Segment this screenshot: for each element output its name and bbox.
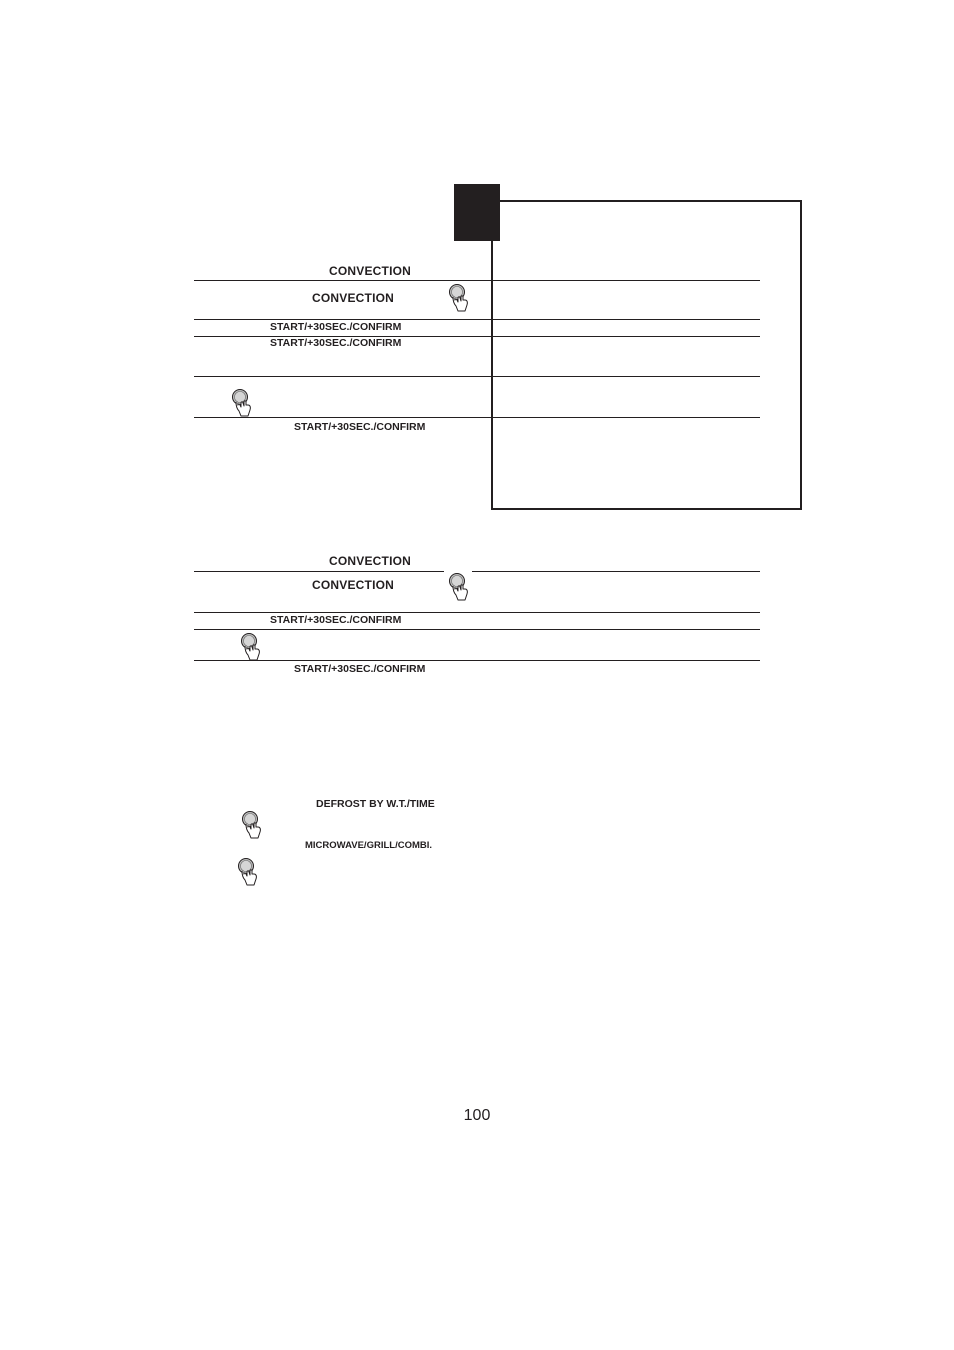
divider	[194, 280, 760, 281]
divider	[194, 319, 760, 320]
divider	[194, 571, 444, 572]
section2-step2-label: START/+30SEC./CONFIRM	[270, 614, 402, 626]
section2-step4-label: START/+30SEC./CONFIRM	[294, 663, 426, 675]
section2-heading: CONVECTION	[329, 554, 412, 568]
divider	[472, 571, 760, 572]
note-box	[491, 200, 802, 510]
page-number: 100	[463, 1107, 491, 1124]
section1-step1-label: CONVECTION	[312, 291, 395, 305]
knob-icon	[448, 283, 470, 313]
knob-icon	[241, 810, 263, 840]
divider	[194, 417, 760, 418]
section3-label-microwave: MICROWAVE/GRILL/COMBI.	[305, 840, 433, 851]
knob-icon	[240, 632, 262, 662]
section1-step3-label: START/+30SEC./CONFIRM	[270, 337, 402, 349]
section1-heading: CONVECTION	[329, 264, 412, 278]
section1-step5-label: START/+30SEC./CONFIRM	[294, 421, 426, 433]
section2-step1-label: CONVECTION	[312, 578, 395, 592]
divider	[194, 660, 760, 661]
section3-label-defrost: DEFROST BY W.T./TIME	[316, 798, 435, 810]
knob-icon	[231, 388, 253, 418]
divider	[194, 376, 760, 377]
knob-icon	[448, 572, 470, 602]
section1-step2-label: START/+30SEC./CONFIRM	[270, 321, 402, 333]
divider	[194, 612, 760, 613]
knob-icon	[237, 857, 259, 887]
divider	[194, 629, 760, 630]
